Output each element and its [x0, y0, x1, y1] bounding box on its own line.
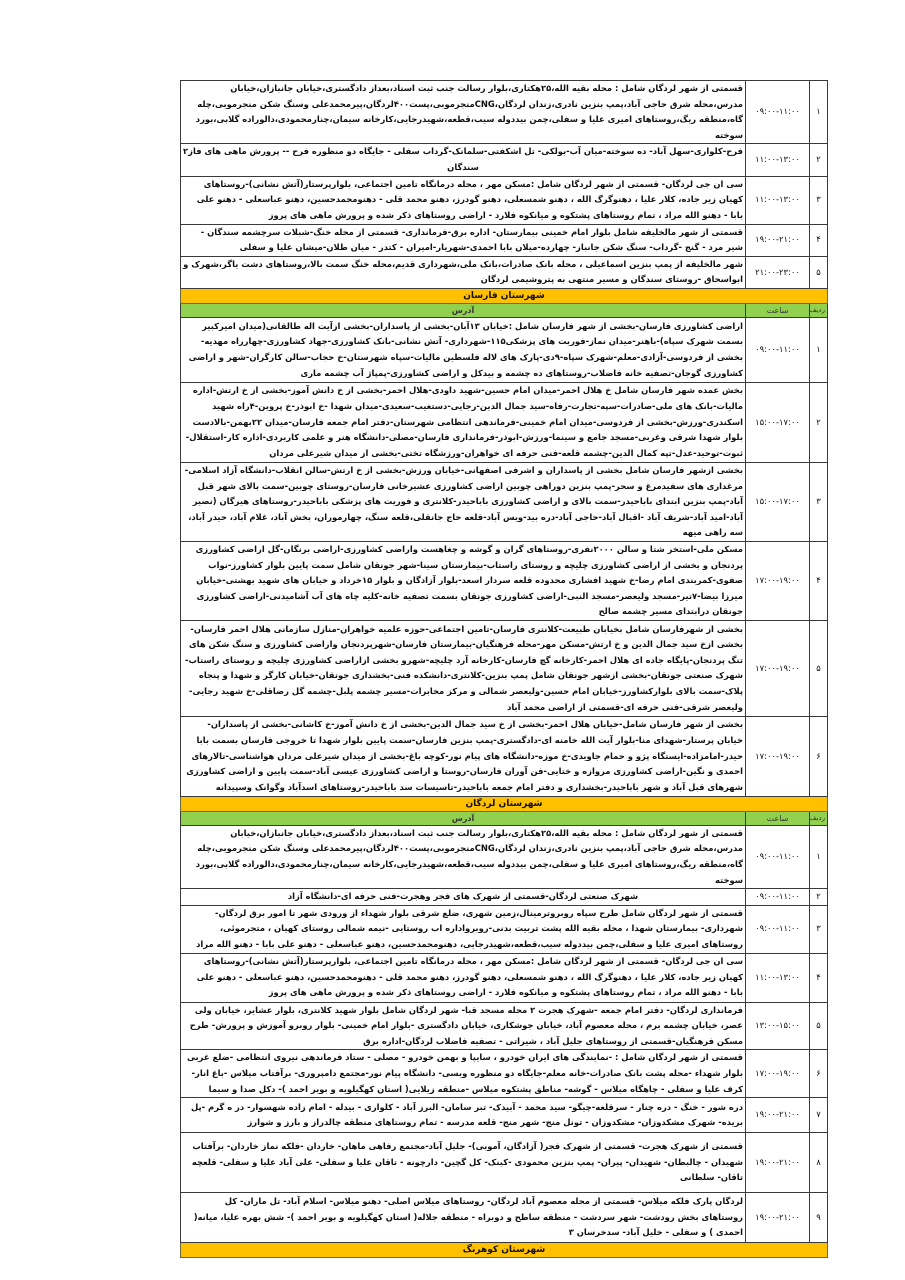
- header-time: ساعت: [746, 811, 810, 825]
- outage-address: قسمتی از شهر لردگان شامل : -نمایندگی های ایران خودرو ، سایپا و بهمن خودرو - مصلی - ستاد فرماندهی نیروی انتظامی -ضلع غربی بلوار شهداء -محله پشت بانک صادرات-خانه معلم-جایگاه دو منظوره ویسی- دانشگاه پیام نور-مجتمع دامپروری- برآفتاب میلاس -باغ انار-کرف علیا و سفلی - چاهگاه میلاس - گوشه- مناطق پشتکوه میلاس -منطقه زیلایی( استان کهگیلویه و بویر احمد )- دکل صدا و سیما: [181, 1050, 746, 1098]
- schedule-row: [181, 953, 828, 1002]
- schedule-row: [181, 81, 828, 144]
- outage-address: قسمتی از شهر لردگان شامل طرح سپاه روبروترمینال،زمین شهری، ضلع شرقی بلوار شهداء از ورودی شهر تا امور برق لردگان- شهرداری- بیمارستان شهدا ، محله بقیه الله پشت تربیت بدنی-روبرواداره اب روستایی -نیمه شمالی روستای کهیان ، متجرموئی، روستاهای امیری علیا و سفلی،چمن بیددوله سیب،قطعه،شهیدرجایی، دهنومحمدحسین، دهنو عباسعلی - دهنو علی بابا - دهنو الله مراد: [181, 905, 746, 953]
- power-outage-schedule-page: [180, 80, 828, 1258]
- outage-time: ۱۱:۰۰-۱۳:۰۰: [746, 176, 810, 224]
- row-number: ۳: [810, 462, 828, 541]
- outage-address: فرمانداری لردگان- دفتر امام جمعه -شهرک هجرت ۲ محله مسجد قبا- شهر لردگان شامل بلوار شهید کلانتری، بلوار عشایر، خیابان ولی عصر، خیابان چشمه برم ، محله معصوم آباد، خیابان جوشکاری، خیابان دادگستری -بلوار امام خمینی- بلوار روبرو آموزش و پرورش- طرح مسکن فرهنگیان-قسمتی از روستاهای جلیل آباد ، شیراتی - تصفیه فاضلاب لردگان-اداره برق: [181, 1002, 746, 1050]
- outage-time: ۱۹:۰۰-۲۱:۰۰: [746, 1098, 810, 1133]
- schedule-row: [181, 620, 828, 716]
- outage-address: قسمتی از شهرک هجرت- قسمتی از شهرک فجر( آزادگان، آموبی)- جلیل آباد-مجتمع رفاهی ماهان- خاردان -فلکه نماز خاردان- برآفتاب شهیدان - چالبطان- شهیدان- پیران- پمپ بنزین محمودی -کینک- کل گچین- دارچونه - تاقان علیا و سفلی- علی آباد علیا و سفلی- قلعچه تاقان- سلطانی: [181, 1133, 746, 1193]
- outage-time: ۱۷:۰۰-۱۹:۰۰: [746, 620, 810, 716]
- row-number: ۸: [810, 1133, 828, 1193]
- outage-address: فرح-کلواری-سهل آباد- ده سوخته-میان آب-بولکی- تل اشکفتی-سلمانک-گرداب سفلی - جایگاه دو منظوره فرح -- پرورش ماهی های فاز۲ سندگان: [181, 144, 746, 176]
- header-address: آدرس: [181, 303, 746, 317]
- schedule-row: [181, 1193, 828, 1243]
- outage-time: ۰۹:۰۰-۱۱:۰۰: [746, 81, 810, 144]
- row-number: ۶: [810, 716, 828, 796]
- schedule-row: [181, 889, 828, 906]
- row-number: ۱: [810, 81, 828, 144]
- schedule-row: [181, 1098, 828, 1133]
- outage-address: قسمتی از شهر مالخلیفه شامل بلوار امام خمینی بیمارستان- اداره برق-فرمانداری- قسمتی از محله خنگ-شبلات سرچشمه سندگان - شیر مرد - گنج -گرداب- سنگ شکن جانباز- چهارده-میلان بابا احمدی-شهریار-امیران - کتدر - میان طلان-میشان علیا و سفلی: [181, 224, 746, 256]
- outage-address: بخشی از شهر فارسان شامل-خیابان هلال احمر-بخشی از خ سید جمال الدین-بخشی از خ دانش آموز-خ کاشانی-بخشی از پاسداران-خیابان پرستار-شهدای منا-بلوار آیت الله خامنه ای-دادگستری-پمپ بنزین فارسان-سمت پایین بلوار شهدا تا خروجی فارسان بسمت بابا حیدر-امامزاده-ایستگاه پژو و حمام جاویدی-خ موزه-دانشگاه های پیام نور-کوچه باغ-بخشی از میدان شیرعلی مردان هواشناسی-تالارهای احمدی و نگین-اراضی کشاورزی مروازه و ختایی-فن آوران فارسان-روستا و اراضی کشاورزی عیسی آباد-سمت پایین و اراضی کشاورزی شهرهای قبل آباد و شهر باباحیدر-بخشداری و دفتر امام جمعه باباحیدر-تاسیسات سد باباحیدر-روستاهای اسدآباد وگوانک وسپیدانه: [181, 716, 746, 796]
- outage-address: قسمتی از شهر لردگان شامل : محله بقیه الله،۲۵هکتاری،بلوار رسالت جنب ثبت اسناد،بعداز دادگستری،خیابان جانبازان،خیابان مدرس،محله شرق حاجی آباد،پمپ بنزین نادری،زندان لردگان،CNGمنجرموبی،پست۴۰۰لردگان،پیرمحمدعلی وسنگ شکن منجرموبی،چله گاه،منطقه ریگ،روستاهای امیری علیا و سفلی،چمن بیددوله سیب،قطعه،شهیدرجایی،کارخانه سیمان،چنارمحمودی،دالوراده گلابی،بورد سوخته: [181, 825, 746, 888]
- row-number: ۷: [810, 1098, 828, 1133]
- outage-time: ۱۵:۰۰-۱۷:۰۰: [746, 462, 810, 541]
- outage-time: ۲۱:۰۰-۲۳:۰۰: [746, 256, 810, 288]
- row-number: ۵: [810, 620, 828, 716]
- schedule-table: [180, 80, 828, 1258]
- county-title: شهرستان کوهرنگ: [181, 1243, 828, 1258]
- outage-time: ۱۷:۰۰-۱۹:۰۰: [746, 1050, 810, 1098]
- outage-address: دره شور - خنگ - دره چنار - سرقلعه-چیگو- سید محمد - آبیدک- تبر سامان- البرز آباد - کلواری - بیدله - امام زاده شهسوار- در ه گرم -پل بریده- شهرک مشکدوزان- مشکدوزان - تونل منج- شهر منج- قلعه مدرسه - تمام روستاهای منطقه چالدراز و بارز و شوارز: [181, 1098, 746, 1133]
- header-time: ساعت: [746, 303, 810, 317]
- schedule-row: [181, 825, 828, 888]
- row-number: ۱: [810, 825, 828, 888]
- county-title: شهرستان فارسان: [181, 288, 828, 303]
- row-number: ۱: [810, 317, 828, 382]
- row-number: ۲: [810, 144, 828, 176]
- outage-time: ۰۹:۰۰-۱۱:۰۰: [746, 889, 810, 906]
- outage-time: ۱۷:۰۰-۱۹:۰۰: [746, 716, 810, 796]
- county-section-kohrang: [181, 1243, 828, 1258]
- column-header-row: [181, 303, 828, 317]
- outage-time: ۱۵:۰۰-۱۷:۰۰: [746, 382, 810, 462]
- outage-time: ۱۹:۰۰-۲۱:۰۰: [746, 1133, 810, 1193]
- schedule-row: [181, 905, 828, 953]
- schedule-row: [181, 256, 828, 288]
- outage-time: ۰۹:۰۰-۱۱:۰۰: [746, 317, 810, 382]
- outage-address: بخش عمده شهر فارسان شامل خ هلال احمر-میدان امام حسین-شهید داودی-هلال احمر-بخشی از خ دانش آموز-بخشی از خ ارتش-اداره مالیات-بانک های ملی-صادرات-سپه-تجارت-رفاه-سید جمال الدین-رجایی-دستغیب-سعیدی-میدان شهدا -خ ابوذر-خ پروین-۴راه شهید اسکندری-ورزش-بخشی از فردوسی-میدان امام خمینی-فرماندهی انتظامی شهرستان-دفتر امام جمعه فارسان-میدان ۲۲بهمن-بالادست بلوار شهدا شرقی وغربی-مسجد جامع و سینما-ورزش-ابوذر-فرمانداری فارسان-مصلی-دانشگاه هنر و علمی کاربردی-اداره کار-استقلال-ثبوت-توحید-عدل-تپه کمال الدین-چشمه قلعه-فنی حرفه ای خواهران-ورزشگاه تختی-بخشی از میدان شیرعلی مردان: [181, 382, 746, 462]
- header-address: آدرس: [181, 811, 746, 825]
- row-number: ۹: [810, 1193, 828, 1243]
- row-number: ۳: [810, 176, 828, 224]
- county-section-lordegan: [181, 796, 828, 811]
- outage-time: ۱۷:۰۰-۱۹:۰۰: [746, 541, 810, 620]
- row-number: ۳: [810, 905, 828, 953]
- outage-time: ۱۳:۰۰-۱۵:۰۰: [746, 1002, 810, 1050]
- outage-address: مسکن ملی-استخر شتا و سالن ۲۰۰۰نفری-روستاهای گران و گوشه و چغاهست واراضی کشاورزی-اراضی برنگان-گل اراضی کشاورزی پردنجان و بخشی از اراضی کشاورزی چلیچه و روستای راستاب-بیمارستان سینا-شهر جونقان شامل سمت پایین بلوار کشاورز-نواب صفوی-کمربندی امام رضا-خ شهید افشاری محدوده قلعه سردار اسعد-بلوار آزادگان و بلوار ۱۵خرداد و خیابان های شهید بهشتی-خیابان میرزا بیضا-۷تیر-مسجد ولیعصر-مسجد النبی-اراضی کشاورزی جونقان بسمت تصفیه خانه-کلیه چاه های آب آشامیدنی-اراضی کشاورزی جونقان درابتدای مسیر چشمه صالح: [181, 541, 746, 620]
- schedule-row: [181, 1002, 828, 1050]
- row-number: ۴: [810, 224, 828, 256]
- outage-time: ۰۹:۰۰-۱۱:۰۰: [746, 905, 810, 953]
- outage-address: شهر مالخلیفه از پمپ بنزین اسماعیلی ، محله بانک صادرات،بانک ملی،شهرداری قدیم،محله خنگ سمت بالا،روستاهای دشت یاگر،شهرک و ابواسحاق -روستای سندگان و مسیر منتهی به پتروشیمی لردگان: [181, 256, 746, 288]
- row-number: ۲: [810, 889, 828, 906]
- schedule-row: [181, 1050, 828, 1098]
- row-number: ۲: [810, 382, 828, 462]
- outage-address: بخشی از شهرفارسان شامل بخیابان طبیعت-کلانتری فارسان-تامین اجتماعی-حوزه علمیه خواهران-منازل سازمانی هلال احمر فارسان-بخشی ازخ سید جمال الدین و خ ارتش-مسکن مهر-محله فرهنگیان-بیمارستان فارسان-شهرپردنجان واراضی کشاورزی و سنگ شکن های تنگ پردنجان-پایگاه جاده ای هلال احمر-کارخانه گچ فارسان-کارخانه آرد چلیچه-شهرو بخشی ازاراضی کشاورزی چلیچه و روستای راستاب- شهرک صنعتی جونقان-بخشی ازشهر جونقان شامل پمپ بنزین-کلانتری-دانشکده فنی-بخشداری جونقان-خیابان کارگر و شهدا و پنجاه پلاک-سمت بالای بلوارکشاورز-خیابان امام حسین-ولیعصر شمالی و مرکز مخابرات-مسیر چشمه پلبل-چشمه گل رضاقلی-خ شهید رجایی-ولیعصر شرقی-فنی حرفه ای-قسمتی از اراضی محمد آباد: [181, 620, 746, 716]
- schedule-row: [181, 317, 828, 382]
- row-number: ۴: [810, 953, 828, 1002]
- column-header-row: [181, 811, 828, 825]
- outage-address: لردگان پارک فلکه میلاس- قسمتی از محله معصوم آباد لردگان- روستاهای میلاس اصلی- دهنو میلاس- اسلام آباد- تل ماران- کل روستاهای بخش رودشت- شهر سردشت - منطقه ساطح و دوبراه - منطقه جلاله( استان کهگیلویه و بویر احمد )- شش بهره علیا، میانه( احمدی ) و سفلی - خلیل آباد- سدخرسان ۳: [181, 1193, 746, 1243]
- outage-time: ۱۹:۰۰-۲۱:۰۰: [746, 1193, 810, 1243]
- header-row-number: ردیف: [810, 811, 828, 825]
- row-number: ۵: [810, 1002, 828, 1050]
- schedule-row: [181, 541, 828, 620]
- county-title: شهرستان لردگان: [181, 796, 828, 811]
- schedule-row: [181, 144, 828, 176]
- outage-address: سی ان جی لردگان- قسمتی از شهر لردگان شامل :مسکن مهر ، محله درمانگاه تامین اجتماعی، بلوارپرستار(آتش نشانی)-روستاهای کهیان زیر جاده، کلار علیا ، دهنوگرگ الله ، دهنو شمسعلی، دهنو گودرز، دهنو محمد قلی - دهنومحمدحسین، دهنو عباسعلی - دهنو علی بابا - دهنو الله مراد ، تمام روستاهای پشتکوه و میانکوه فلارد - اراضی روستاهای ذکر شده و پرورش ماهی های پروز: [181, 953, 746, 1002]
- row-number: ۵: [810, 256, 828, 288]
- county-section-farsan: [181, 288, 828, 303]
- schedule-row: [181, 462, 828, 541]
- row-number: ۶: [810, 1050, 828, 1098]
- outage-address: بخشی ازشهر فارسان شامل بخشی از پاسداران و اشرفی اصفهانی-خیابان ورزش-بخشی از خ ارتش-سالن انقلاب-دانشگاه آزاد اسلامی-مرغداری های سفیدمرغ و سحر-پمپ بنزین دوراهی چوبین اراضی کشاورزی عشیرخانی فارسان-روستای چوبین-سمت بالای شهر قبل آباد-پمپ بنزین ابتدای باباحیدر-سمت بالای و اراضی کشاورزی باباحیدر-کلانتری و فوریت های پزشکی باباحیدر-روستاهای هیرگان (نصیر آباد-امید آباد-شریف آباد -اقبال آباد-حاجی آباد-دره بید-ویس آباد-قلعه حاج جانقلی،قلعه سنگ، چهارموران، بخش آباد، غلام آباد، حیدر آباد، سه راهی میهه: [181, 462, 746, 541]
- outage-address: قسمتی از شهر لردگان شامل : محله بقیه الله،۲۵هکتاری،بلوار رسالت جنب ثبت اسناد،بعداز دادگستری،خیابان جانبازان،خیابان مدرس،محله شرق حاجی آباد،پمپ بنزین نادری،زندان لردگان،CNGمنجرموبی،پست۴۰۰لردگان،پیرمحمدعلی وسنگ شکن منجرموبی،چله گاه،منطقه ریگ،روستاهای امیری علیا و سفلی،چمن بیددوله سیب،قطعه،شهیدرجایی،کارخانه سیمان،چنارمحمودی،دالوراده گلابی،بورد سوخته: [181, 81, 746, 144]
- schedule-row: [181, 382, 828, 462]
- outage-address: شهرک صنعتی لردگان-قسمتی از شهرک های فجر وهجرت-فنی حرفه ای-دانشگاه آزاد: [181, 889, 746, 906]
- outage-address: اراضی کشاورزی فارسان-بخشی از شهر فارسان شامل :خیابان ۱۳آبان-بخشی از پاسداران-بخشی ازآیت اله طالقانی(میدان امیرکبیر بسمت شهرک سپاه)-باهنر-میدان نماز-فوریت های پزشکی۱۱۵-شهرداری- آتش نشانی-بانک کشاورزی-جهاد کشاورزی-چهارراه مهدیه-بخشی از فردوسی-آزادی-معلم-شهرک سپاه-۹دی-پارک های لاله فلسطین مالیات-سپاه شهرستان-خ حجاب-سالن کارگران-شهر و اراضی کشاورزی گوجان-تصفیه خانه فاضلاب-روستاهای ده چشمه و بیدکل و اراضی کشاورزی-پمپاژ آب چشمه ماری: [181, 317, 746, 382]
- outage-time: ۱۹:۰۰-۲۱:۰۰: [746, 224, 810, 256]
- outage-time: ۱۱:۰۰-۱۳:۰۰: [746, 953, 810, 1002]
- schedule-row: [181, 716, 828, 796]
- row-number: ۴: [810, 541, 828, 620]
- header-row-number: ردیف: [810, 303, 828, 317]
- outage-address: سی ان جی لردگان- قسمتی از شهر لردگان شامل :مسکن مهر ، محله درمانگاه تامین اجتماعی، بلوارپرستار(آتش نشانی)-روستاهای کهیان زیر جاده، کلار علیا ، دهنوگرگ الله ، دهنو شمسعلی، دهنو گودرز، دهنو محمد قلی - دهنومحمدحسین، دهنو عباسعلی - دهنو علی بابا - دهنو الله مراد ، تمام روستاهای پشتکوه و میانکوه فلارد - اراضی روستاهای ذکر شده و پرورش ماهی های پروز: [181, 176, 746, 224]
- schedule-row: [181, 1133, 828, 1193]
- outage-time: ۰۹:۰۰-۱۱:۰۰: [746, 825, 810, 888]
- schedule-row: [181, 224, 828, 256]
- schedule-row: [181, 176, 828, 224]
- outage-time: ۱۱:۰۰-۱۳:۰۰: [746, 144, 810, 176]
